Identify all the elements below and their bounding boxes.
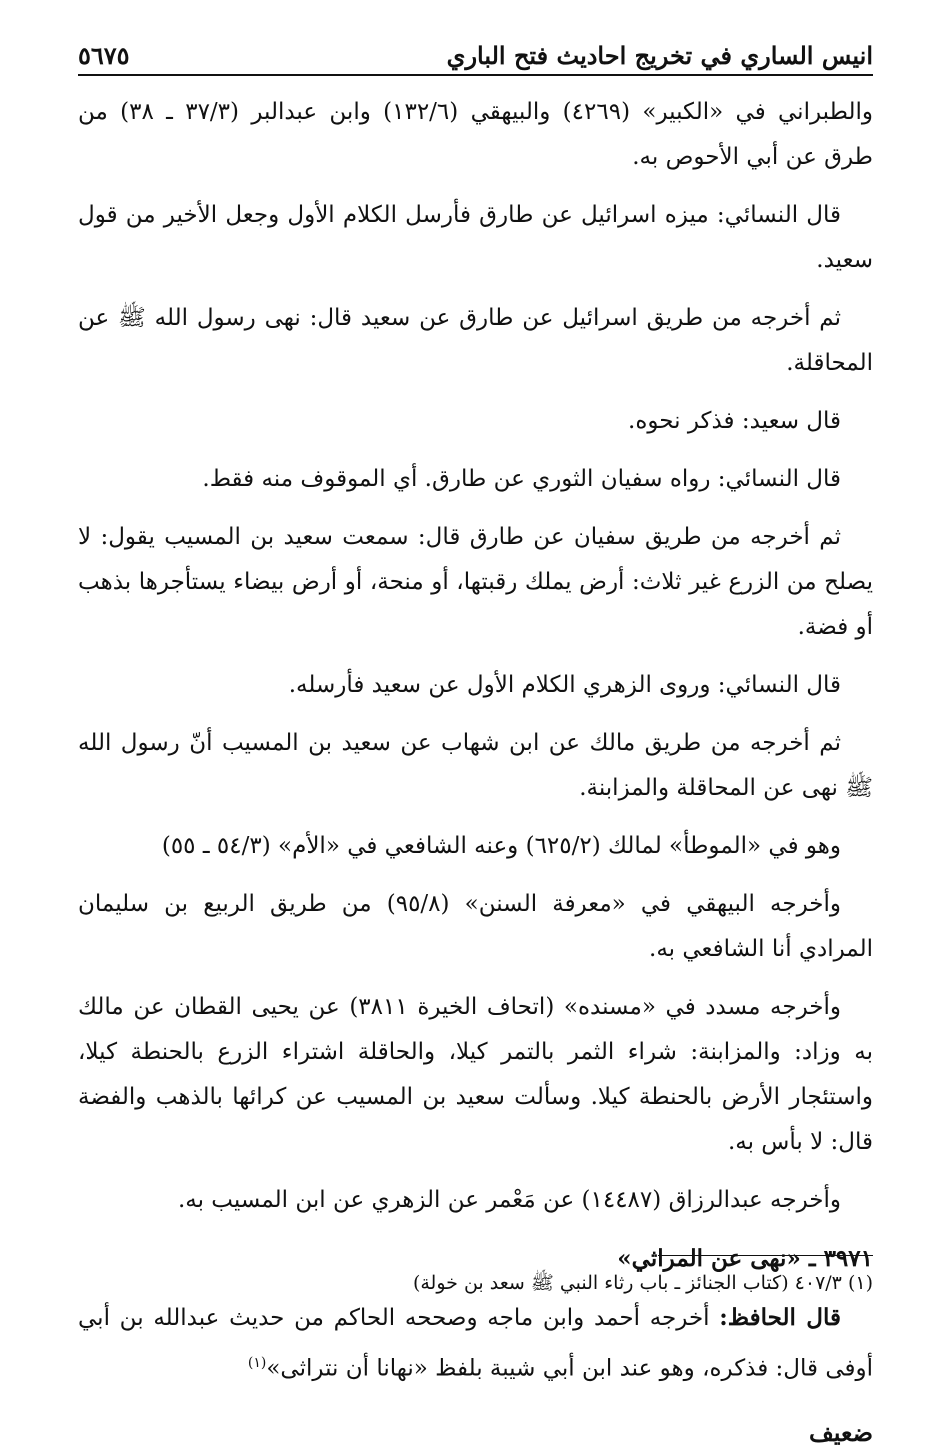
paragraph: وأخرجه مسدد في «مسنده» (اتحاف الخيرة ٣٨١١) عن يحيى القطان عن مالك به وزاد: والمزابنة: شراء الثمر بالتمر كيلا، والحاقلة اشتراء الزرع بالحنطة كيلا، واستئجار الأرض بالحنطة كيلا. وسألت سعيد بن المسيب عن كرائها بالذهب والفضة قال: لا بأس به. (78, 994, 873, 1155)
footnote-ref: (١) (247, 1355, 267, 1371)
paragraph: قال النسائي: رواه سفيان الثوري عن طارق. أي الموقوف منه فقط. (202, 466, 841, 492)
hadith-text: أخرجه أحمد وابن ماجه وصححه الحاكم من حديث عبدالله بن أبي أوفى قال: فذكره، وهو عند ابن أبي شيبة بلفظ «نهانا أن نتراثى» (78, 1305, 873, 1382)
running-header (78, 30, 873, 76)
page-number: ٥٦٧٥ (78, 41, 130, 70)
hafiz-label: قال الحافظ: (719, 1304, 841, 1331)
paragraph: وأخرجه عبدالرزاق (١٤٤٨٧) عن مَعْمر عن الزهري عن ابن المسيب به. (177, 1187, 841, 1213)
paragraph: قال سعيد: فذكر نحوه. (628, 408, 841, 434)
footnote-marker: (١) (847, 1272, 873, 1294)
main-text (78, 90, 873, 1455)
paragraph: وهو في «الموطأ» لمالك (٦٢٥/٢) وعنه الشافعي في «الأم» (٥٤/٣ ـ ٥٥) (161, 833, 841, 859)
paragraph: ثم أخرجه من طريق مالك عن ابن شهاب عن سعيد بن المسيب أنّ رسول الله ﷺ نهى عن المحاقلة والمزابنة. (78, 730, 873, 801)
hadith-commentary (78, 1295, 873, 1392)
footnote (78, 1268, 873, 1298)
footnote-text: ٤٠٧/٣ (كتاب الجنائز ـ باب رثاء النبي ﷺ سعد بن خولة) (412, 1272, 842, 1294)
footnote-divider (658, 1255, 873, 1256)
hadith-number: ٣٩٧١ ـ «نهى عن المراثي» (617, 1245, 873, 1272)
grading-verdict: ضعيف (808, 1417, 873, 1447)
paragraph: قال النسائي: ميزه اسرائيل عن طارق فأرسل الكلام الأول وجعل الأخير من قول سعيد. (78, 202, 873, 273)
paragraph: قال النسائي: وروى الزهري الكلام الأول عن سعيد فأرسله. (288, 672, 841, 698)
book-title: انيس الساري في تخريج احاديث فتح الباري (446, 41, 873, 70)
paragraph: ثم أخرجه من طريق اسرائيل عن طارق عن سعيد قال: نهى رسول الله ﷺ عن المحاقلة. (78, 305, 873, 376)
paragraph: والطبراني في «الكبير» (٤٢٦٩) والبيهقي (١٣٢/٦) وابن عبدالبر (٣٧/٣ ـ ٣٨) من طرق عن أبي الأحوص به. (78, 99, 873, 170)
paragraph: وأخرجه البيهقي في «معرفة السنن» (٩٥/٨) من طريق الربيع بن سليمان المرادي أنا الشافعي به. (78, 891, 873, 962)
paragraph: ثم أخرجه من طريق سفيان عن طارق قال: سمعت سعيد بن المسيب يقول: لا يصلح من الزرع غير ثلاث: أرض يملك رقبتها، أو منحة، أو أرض بيضاء يستأجرها بذهب أو فضة. (78, 524, 873, 640)
